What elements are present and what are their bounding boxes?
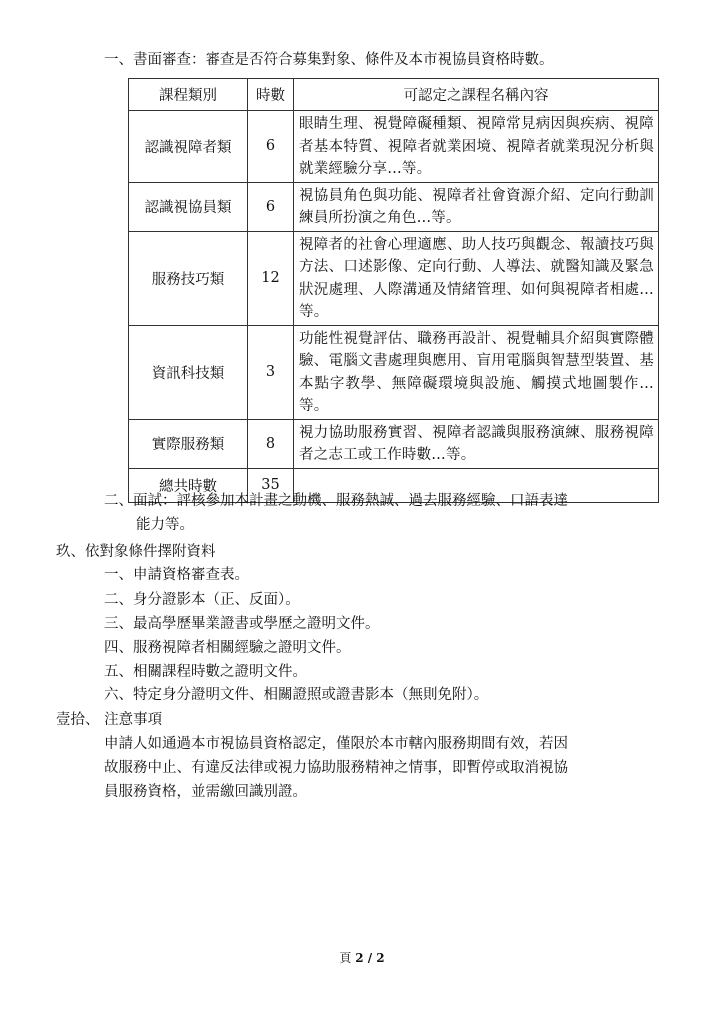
row-content: 視力協助服務實習、視障者認識與服務演練、服務視障者之志工或工作時數…等。 (294, 419, 659, 468)
row-category: 認識視障者類 (129, 111, 248, 183)
row-hours: 12 (248, 231, 294, 325)
header-category: 課程類別 (129, 79, 248, 111)
section-9-item-4: 四、服務視障者相關經驗之證明文件。 (104, 640, 351, 656)
row-hours: 6 (248, 182, 294, 231)
course-table (128, 78, 659, 503)
row-category: 資訊科技類 (129, 325, 248, 419)
row-content: 視障者的社會心理適應、助人技巧與觀念、報讀技巧與方法、口述影像、定向行動、人導法、就醫知識及緊急狀況處理、人際溝通及情緒管理、如何與視障者相處…等。 (294, 231, 659, 325)
interview-line-2: 能力等。 (136, 517, 194, 533)
section-9-item-1: 一、申請資格審查表。 (104, 567, 249, 583)
row-hours: 3 (248, 325, 294, 419)
doc-review-heading: 一、書面審查：審查是否符合募集對象、條件及本市視協員資格時數。 (104, 52, 554, 68)
notice-line-1: 申請人如通過本市視協員資格認定，僅限於本市轄內服務期間有效，若因 (104, 736, 568, 752)
table-row (129, 111, 659, 183)
section-9-item-2: 二、身分證影本（正、反面）。 (104, 592, 300, 608)
header-hours: 時數 (248, 79, 294, 111)
notice-line-3: 員服務資格，並需繳回識別證。 (104, 784, 307, 800)
section-9-title: 玖、依對象條件擇附資料 (56, 544, 216, 560)
section-10-title: 壹拾、 注意事項 (56, 712, 163, 728)
notice-line-2: 故服務中止、有違反法律或視力協助服務精神之情事，即暫停或取消視協 (104, 760, 568, 776)
table-header-row (129, 79, 659, 111)
row-hours: 6 (248, 111, 294, 183)
table-row (129, 231, 659, 325)
row-content: 功能性視覺評估、職務再設計、視覺輔具介紹與實際體驗、電腦文書處理與應用、盲用電腦與智慧型裝置、基本點字教學、無障礙環境與設施、觸摸式地圖製作…等。 (294, 325, 659, 419)
page-footer (0, 949, 724, 966)
row-category: 服務技巧類 (129, 231, 248, 325)
row-content: 視協員角色與功能、視障者社會資源介紹、定向行動訓練員所扮演之角色…等。 (294, 182, 659, 231)
row-category: 認識視協員類 (129, 182, 248, 231)
page-number: 2 / 2 (355, 951, 385, 965)
section-9-item-3: 三、最高學歷畢業證書或學歷之證明文件。 (104, 616, 380, 632)
section-9-item-6: 六、特定身分證明文件、相關證照或證書影本（無則免附）。 (104, 687, 489, 703)
row-content: 眼睛生理、視覺障礙種類、視障常見病因與疾病、視障者基本特質、視障者就業困境、視障者就業現況分析與就業經驗分享…等。 (294, 111, 659, 183)
header-content: 可認定之課程名稱內容 (294, 79, 659, 111)
section-9-item-5: 五、相關課程時數之證明文件。 (104, 664, 307, 680)
table-row (129, 325, 659, 419)
page-label: 頁 (339, 951, 352, 965)
row-category: 實際服務類 (129, 419, 248, 468)
interview-line-1: 二、面試：評核參加本計畫之動機、服務熱誠、過去服務經驗、口語表達 (104, 493, 568, 509)
total-label: 總共時數 (129, 468, 248, 502)
table-row (129, 182, 659, 231)
row-hours: 8 (248, 419, 294, 468)
table-row (129, 419, 659, 468)
total-hours: 35 (248, 468, 294, 502)
